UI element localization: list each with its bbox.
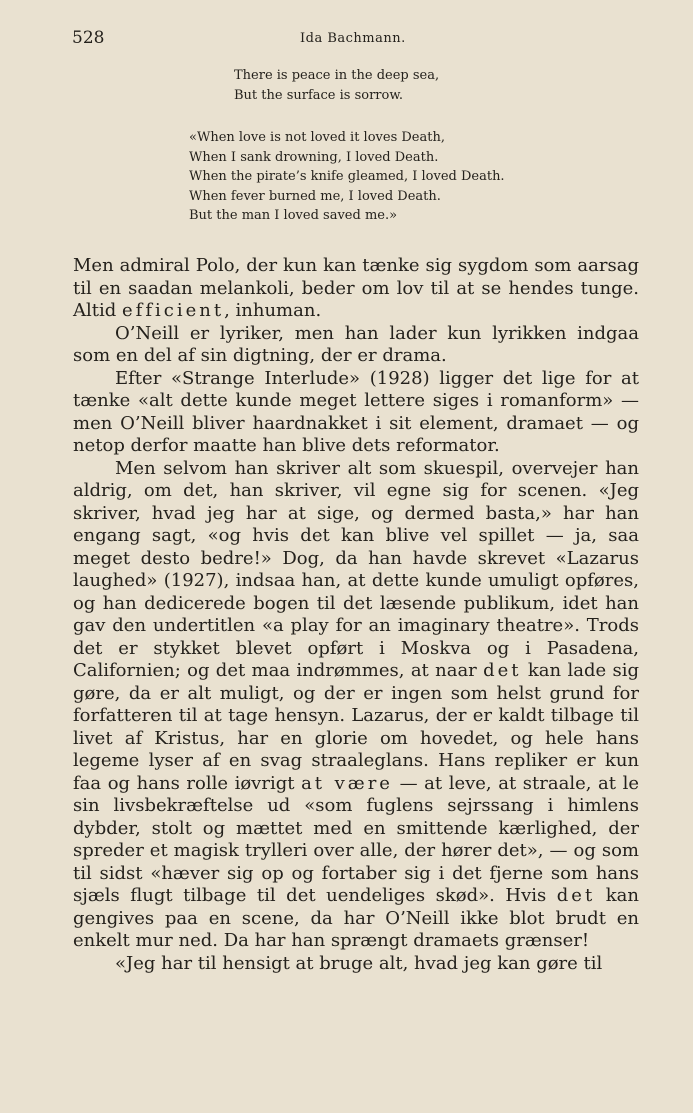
- poem-line: When the pirate’s knife gleamed, I loved Death.: [189, 169, 505, 184]
- spaced-emphasis: at være: [301, 772, 393, 794]
- paragraph: O’Neill er lyriker, men han lader kun lyrikken indgaa som en del af sin digtning, der er drama.: [73, 322, 639, 366]
- spaced-emphasis: det: [483, 660, 522, 681]
- spaced-emphasis: efficient: [122, 300, 225, 321]
- text-run: — at leve, at straale, at le sin livsbekræftelse ud «som fuglens sejrssang i himlens dybder, stolt og mættet med en smittende kærlighed, der spreder et magisk trylleri over alle, der hører det», — og som til sidst «hæver sig op og fortaber sig i det fjerne som hans sjæls flugt tilbage til det uendeliges skød». Hvis: [73, 772, 639, 906]
- page-number: 528: [72, 28, 105, 48]
- poem-stanza-two: [189, 128, 505, 226]
- text-run: Men admiral Polo, der kun kan tænke sig sygdom som aarsag til en saadan melankoli, beder om lov til at se hendes tunge. Altid: [73, 255, 639, 321]
- text-run: kan gengives paa en scene, da har O’Neill ikke blot brudt en enkelt mur ned. Da har han sprængt dramaets grænser!: [73, 885, 639, 951]
- paragraph: [73, 458, 639, 953]
- poem-line: There is peace in the deep sea,: [234, 68, 440, 83]
- poem-line: But the surface is sorrow.: [234, 88, 404, 103]
- poem-line: When fever burned me, I loved Death.: [189, 188, 441, 204]
- poem-line: «When love is not loved it loves Death,: [189, 130, 445, 145]
- paragraph: Efter «Strange Interlude» (1928) ligger det lige for at tænke «alt dette kunde meget lettere siges i romanform» — men O’Neill bliver haardnakket i sit element, dramaet — og netop derfor maatte han blive dets reformator.: [73, 367, 639, 456]
- spaced-emphasis: det: [556, 885, 596, 906]
- page-header: [0, 28, 693, 52]
- poem-line: But the man I loved saved me.»: [189, 208, 398, 223]
- poem-line: When I sank drowning, I loved Death.: [189, 149, 439, 165]
- body-text: [73, 255, 639, 975]
- text-run: kan lade sig gøre, da er alt muligt, og der er ingen som helst grund for forfatteren til at tage hensyn. Lazarus, der er kaldt tilbage til livet af Kristus, har en glorie om hovedet, og hele hans legeme lyser af en svag straaleglans. Hans repliker er kun faa og hans rolle iøvrigt: [73, 660, 639, 794]
- running-head: Ida Bachmann.: [300, 31, 406, 46]
- paragraph: «Jeg har til hensigt at bruge alt, hvad jeg kan gøre til: [115, 952, 603, 974]
- text-run: Men selvom han skriver alt som skuespil, overvejer han aldrig, om det, han skriver, vil egne sig for scenen. «Jeg skriver, hvad jeg har at sige, og dermed basta,» har han engang sagt, «og hvis det kan blive vel spillet — ja, saa meget desto bedre!» Dog, da han havde skrevet «Lazarus laughed» (1927), indsaa han, at dette kunde umuligt opføres, og han dedicerede bogen til det læsende publikum, idet han gav den undertitlen «a play for an imaginary theatre». Trods det er stykket blevet opført i Moskva og i Pasadena, Californien; og det maa indrømmes, at naar: [73, 457, 639, 681]
- text-run: , inhuman.: [224, 300, 322, 321]
- paragraph: [73, 255, 639, 323]
- poem-stanza-one: [234, 66, 439, 106]
